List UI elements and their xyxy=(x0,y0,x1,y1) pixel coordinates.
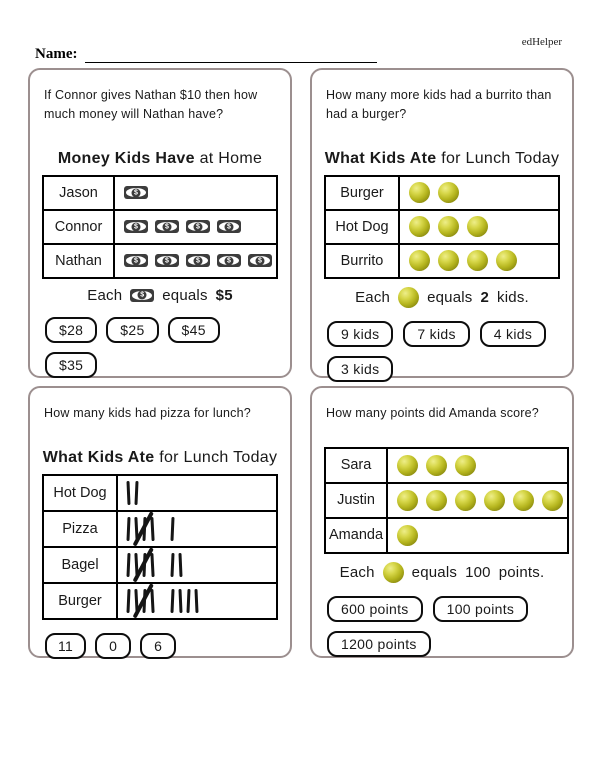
answer-button[interactable]: $45 xyxy=(168,317,220,343)
ball-icon xyxy=(398,287,419,308)
pictograph-cell xyxy=(114,176,277,210)
table-row xyxy=(43,511,277,547)
ball-icon xyxy=(542,490,563,511)
answer-button[interactable]: 7 kids xyxy=(403,321,469,347)
pictograph-cell xyxy=(387,518,568,553)
table-row xyxy=(325,483,568,518)
question-text: How many more kids had a burrito than had a burger? xyxy=(326,88,552,121)
row-label: Jason xyxy=(43,176,114,210)
table-row xyxy=(325,244,559,278)
edhelper-logo: edHelper xyxy=(521,36,562,48)
row-label: Burger xyxy=(43,583,117,619)
answer-choices xyxy=(45,633,278,659)
pictograph-cell xyxy=(387,448,568,483)
table-row xyxy=(325,210,559,244)
tally-cell xyxy=(117,475,277,511)
question-text: If Connor gives Nathan $10 then how much money will Nathan have? xyxy=(44,88,258,121)
legend-caption: Each equals 2 kids. xyxy=(355,288,529,306)
chart-title: What Kids Ate for Lunch Today xyxy=(42,448,278,466)
answer-button[interactable]: $28 xyxy=(45,317,97,343)
answer-choices xyxy=(327,596,560,657)
dollar-bill-icon: $ xyxy=(186,220,210,233)
name-label: Name: xyxy=(35,46,78,62)
dollar-bill-icon: $ xyxy=(124,186,148,199)
tally-mark-icon xyxy=(178,589,182,613)
dollar-bill-icon: $ xyxy=(124,254,148,267)
name-row xyxy=(35,46,377,63)
ball-icon xyxy=(467,250,488,271)
answer-row xyxy=(327,596,560,622)
tally-mark-icon xyxy=(170,589,174,613)
dollar-bill-icon: $ xyxy=(217,254,241,267)
ball-icon xyxy=(438,216,459,237)
tally-five-icon xyxy=(127,589,159,613)
panel-points xyxy=(310,386,574,658)
answer-button[interactable]: $25 xyxy=(106,317,158,343)
ball-icon xyxy=(467,216,488,237)
ball-icon xyxy=(409,250,430,271)
ball-icon xyxy=(455,455,476,476)
ball-icon xyxy=(438,182,459,203)
answer-button[interactable]: 1200 points xyxy=(327,631,431,657)
pictograph-cell xyxy=(399,210,559,244)
ball-icon xyxy=(426,455,447,476)
ball-icon xyxy=(455,490,476,511)
answer-choices xyxy=(45,317,278,378)
row-label: Pizza xyxy=(43,511,117,547)
answer-button[interactable]: 3 kids xyxy=(327,356,393,382)
ball-icon xyxy=(397,490,418,511)
chart-title: What Kids Ate for Lunch Today xyxy=(324,149,560,167)
tally-table xyxy=(42,474,278,620)
row-label: Bagel xyxy=(43,547,117,583)
row-label: Hot Dog xyxy=(43,475,117,511)
dollar-bill-icon: $ xyxy=(248,254,272,267)
tally-five-icon xyxy=(127,553,159,577)
table-row xyxy=(325,448,568,483)
table-row xyxy=(43,475,277,511)
row-label: Hot Dog xyxy=(325,210,399,244)
tally-mark-icon xyxy=(170,517,174,541)
row-label: Burrito xyxy=(325,244,399,278)
table-row xyxy=(43,583,277,619)
name-blank-line[interactable] xyxy=(85,49,377,63)
answer-button[interactable]: 100 points xyxy=(433,596,529,622)
question-text: How many points did Amanda score? xyxy=(326,406,539,420)
pictograph-cell xyxy=(387,483,568,518)
row-label: Burger xyxy=(325,176,399,210)
answer-button[interactable]: 11 xyxy=(45,633,86,659)
tally-mark-icon xyxy=(178,553,182,577)
answer-button[interactable]: 0 xyxy=(95,633,131,659)
row-label: Nathan xyxy=(43,244,114,278)
answer-button[interactable]: 600 points xyxy=(327,596,423,622)
table-row xyxy=(43,210,277,244)
table-row xyxy=(325,518,568,553)
table-row xyxy=(43,244,277,278)
answer-row xyxy=(327,631,560,657)
ball-icon xyxy=(496,250,517,271)
tally-five-icon xyxy=(127,517,159,541)
tally-mark-icon xyxy=(170,553,174,577)
panel-lunch-pictograph xyxy=(310,68,574,378)
dollar-bill-icon: $ xyxy=(217,220,241,233)
table-row xyxy=(325,176,559,210)
dollar-bill-icon: $ xyxy=(155,254,179,267)
pictograph-table xyxy=(324,447,569,554)
row-label: Sara xyxy=(325,448,387,483)
tally-cell xyxy=(117,583,277,619)
tally-mark-icon xyxy=(186,589,190,613)
row-label: Justin xyxy=(325,483,387,518)
ball-icon xyxy=(397,525,418,546)
ball-icon xyxy=(383,562,404,583)
dollar-bill-icon: $ xyxy=(155,220,179,233)
dollar-bill-icon: $ xyxy=(186,254,210,267)
legend-caption: Each $ equals $5 xyxy=(87,286,233,304)
pictograph-cell xyxy=(114,244,277,278)
ball-icon xyxy=(438,250,459,271)
tally-mark-icon xyxy=(194,589,198,613)
chart-title: Money Kids Have at Home xyxy=(57,149,263,167)
legend-caption: Each equals 100 points. xyxy=(339,563,545,581)
pictograph-cell xyxy=(114,210,277,244)
row-label: Amanda xyxy=(325,518,387,553)
ball-icon xyxy=(426,490,447,511)
ball-icon xyxy=(513,490,534,511)
answer-button[interactable]: 9 kids xyxy=(327,321,393,347)
dollar-bill-icon: $ xyxy=(124,220,148,233)
answer-choices xyxy=(327,321,560,382)
tally-mark-icon xyxy=(134,481,138,505)
ball-icon xyxy=(484,490,505,511)
pictograph-cell xyxy=(399,244,559,278)
answer-button[interactable]: $35 xyxy=(45,352,97,378)
table-row xyxy=(43,176,277,210)
pictograph-table xyxy=(324,175,560,279)
panel-money xyxy=(28,68,292,378)
answer-button[interactable]: 4 kids xyxy=(480,321,546,347)
panel-lunch-tally xyxy=(28,386,292,658)
answer-row xyxy=(327,321,560,347)
answer-row xyxy=(327,356,560,382)
tally-cell xyxy=(117,547,277,583)
pictograph-table xyxy=(42,175,278,279)
pictograph-cell xyxy=(399,176,559,210)
row-label: Connor xyxy=(43,210,114,244)
ball-icon xyxy=(409,216,430,237)
tally-mark-icon xyxy=(126,481,130,505)
dollar-bill-icon: $ xyxy=(130,289,154,302)
answer-button[interactable]: 6 xyxy=(140,633,176,659)
ball-icon xyxy=(397,455,418,476)
ball-icon xyxy=(409,182,430,203)
question-text: How many kids had pizza for lunch? xyxy=(44,406,251,420)
table-row xyxy=(43,547,277,583)
tally-cell xyxy=(117,511,277,547)
